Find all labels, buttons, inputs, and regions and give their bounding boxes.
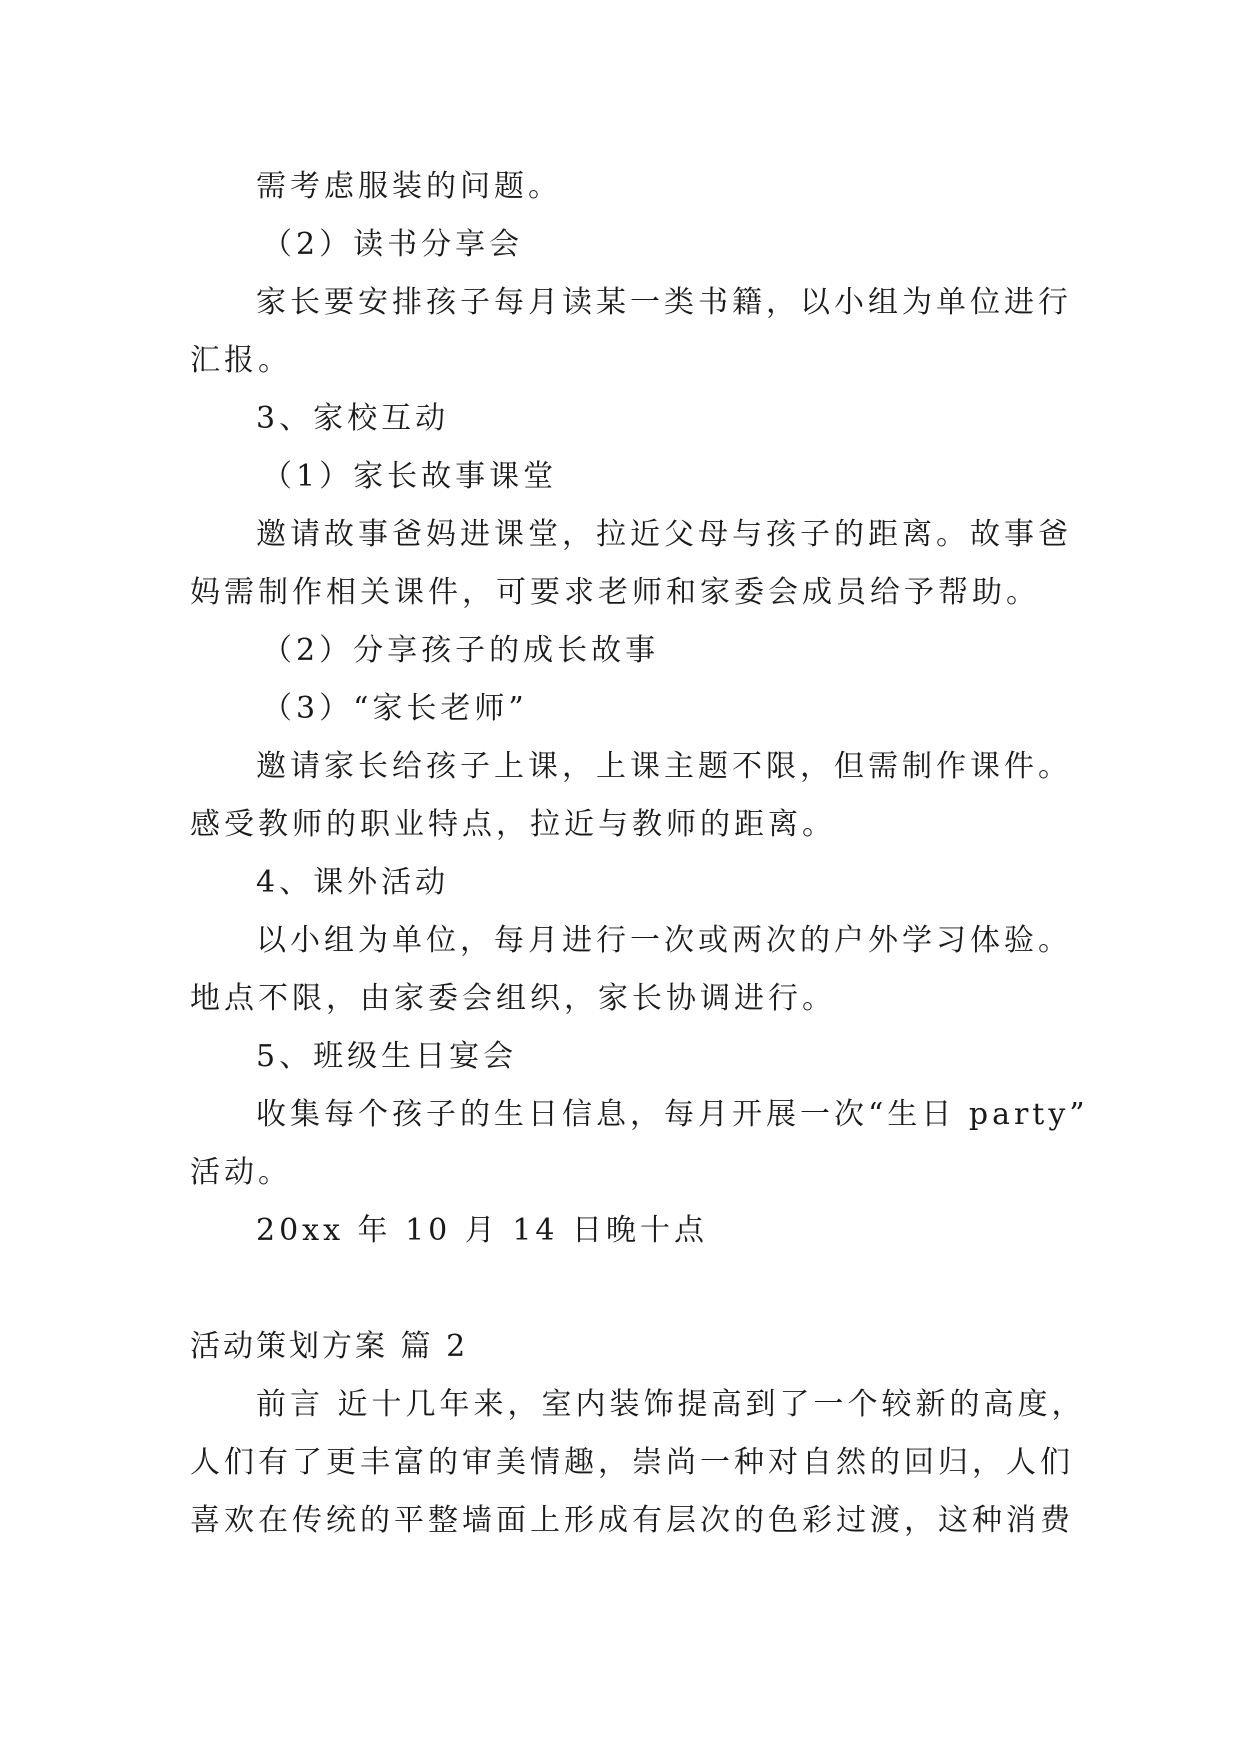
subheading-line: （3）“家长老师” [262, 691, 528, 726]
text-line: 地点不限，由家委会组织，家长协调进行。 [190, 981, 836, 1016]
subheading-line: （1）家长故事课堂 [262, 459, 558, 494]
section-heading: 4、课外活动 [256, 865, 450, 900]
text-line: 邀请故事爸妈进课堂，拉近父母与孩子的距离。故事爸 [256, 517, 1072, 552]
date-line: 20xx 年 10 月 14 日晚十点 [256, 1213, 709, 1248]
text-line: 喜欢在传统的平整墙面上形成有层次的色彩过渡，这种消费 [190, 1503, 1074, 1538]
text-line: 感受教师的职业特点，拉近与教师的距离。 [190, 807, 836, 842]
text-line: 家长要安排孩子每月读某一类书籍，以小组为单位进行 [256, 285, 1072, 320]
section-heading: 5、班级生日宴会 [256, 1039, 518, 1074]
subheading-line: （2）读书分享会 [262, 227, 524, 262]
section-heading: 3、家校互动 [256, 401, 450, 436]
text-line: 前言 近十几年来，室内装饰提高到了一个较新的高度， [256, 1387, 1086, 1422]
text-line: 收集每个孩子的生日信息，每月开展一次“生日 party” [256, 1097, 1089, 1132]
text-line: 汇报。 [190, 343, 292, 378]
text-line: 以小组为单位，每月进行一次或两次的户外学习体验。 [256, 923, 1072, 958]
section-title: 活动策划方案 篇 2 [190, 1329, 469, 1364]
text-line: 妈需制作相关课件，可要求老师和家委会成员给予帮助。 [190, 575, 1040, 610]
text-line: 邀请家长给孩子上课，上课主题不限，但需制作课件。 [256, 749, 1072, 784]
text-line: 人们有了更丰富的审美情趣，崇尚一种对自然的回归，人们 [190, 1445, 1074, 1480]
subheading-line: （2）分享孩子的成长故事 [262, 633, 660, 668]
text-line: 需考虑服装的问题。 [256, 169, 562, 204]
text-line: 活动。 [190, 1155, 292, 1190]
